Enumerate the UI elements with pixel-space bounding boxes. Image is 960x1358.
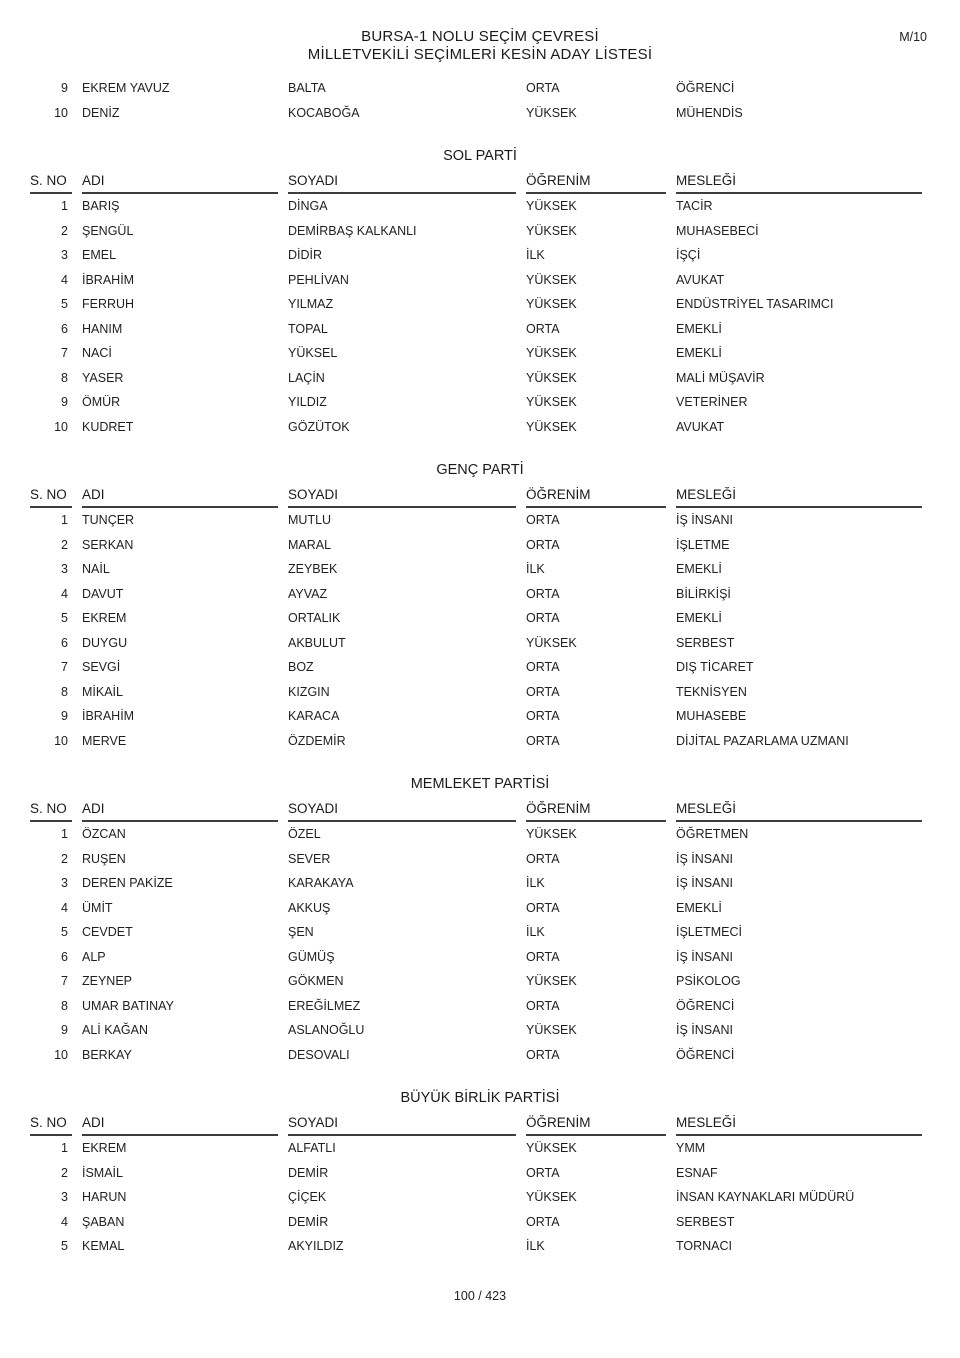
- cell-ogrenim: ORTA: [526, 709, 560, 724]
- cell-sno: 10: [54, 419, 68, 434]
- cell-ogrenim: YÜKSEK: [526, 272, 577, 287]
- table-row: [30, 76, 930, 101]
- table-row: [30, 341, 930, 366]
- table-row: [30, 969, 930, 994]
- cell-ogrenim: YÜKSEK: [526, 395, 577, 410]
- cell-ogrenim: YÜKSEK: [526, 827, 577, 842]
- cell-adi: BERKAY: [82, 1047, 132, 1062]
- column-header-adi: ADI: [80, 173, 286, 194]
- cell-ogrenim: YÜKSEK: [526, 370, 577, 385]
- cell-soyadi: DİNGA: [288, 199, 328, 214]
- cell-ogrenim: YÜKSEK: [526, 199, 577, 214]
- cell-ogrenim: YÜKSEK: [526, 1190, 577, 1205]
- cell-adi: EKREM YAVUZ: [82, 81, 170, 96]
- column-header-soyadi: SOYADI: [286, 173, 524, 194]
- candidate-table: [30, 801, 930, 1067]
- cell-ogrenim: ORTA: [526, 1165, 560, 1180]
- header-row: [30, 487, 930, 508]
- cell-meslegi: İŞ İNSANI: [676, 513, 733, 528]
- cell-sno: 5: [61, 611, 68, 626]
- cell-sno: 1: [61, 513, 68, 528]
- party-section: [30, 462, 930, 753]
- cell-soyadi: BALTA: [288, 81, 326, 96]
- column-header-sno: S. NO: [30, 1115, 80, 1136]
- cell-meslegi: ÖĞRETMEN: [676, 827, 749, 842]
- table-row: [30, 415, 930, 440]
- cell-meslegi: İŞ İNSANI: [676, 949, 733, 964]
- cell-sno: 9: [61, 1023, 68, 1038]
- cell-sno: 4: [61, 900, 68, 915]
- cell-meslegi: TACİR: [676, 199, 713, 214]
- cell-meslegi: VETERİNER: [676, 395, 748, 410]
- table-row: [30, 194, 930, 219]
- cell-ogrenim: ORTA: [526, 660, 560, 675]
- cell-meslegi: PSİKOLOG: [676, 974, 741, 989]
- cell-sno: 7: [61, 346, 68, 361]
- cell-meslegi: AVUKAT: [676, 272, 725, 287]
- cell-sno: 6: [61, 949, 68, 964]
- column-header-sno: S. NO: [30, 801, 80, 822]
- cell-adi: CEVDET: [82, 925, 133, 940]
- cell-ogrenim: ORTA: [526, 998, 560, 1013]
- cell-adi: MİKAİL: [82, 684, 123, 699]
- cell-adi: KEMAL: [82, 1239, 125, 1254]
- cell-ogrenim: ORTA: [526, 321, 560, 336]
- candidate-table: [30, 1115, 930, 1259]
- candidate-table: [30, 173, 930, 439]
- cell-adi: ALİ KAĞAN: [82, 1023, 148, 1038]
- table-row: [30, 994, 930, 1019]
- table-row: [30, 920, 930, 945]
- cell-meslegi: AVUKAT: [676, 419, 725, 434]
- column-header-meslegi: MESLEĞİ: [674, 173, 930, 194]
- table-row: [30, 317, 930, 342]
- cell-meslegi: DIŞ TİCARET: [676, 660, 754, 675]
- cell-meslegi: EMEKLİ: [676, 346, 722, 361]
- page-code: M/10: [899, 30, 927, 44]
- cell-sno: 9: [61, 709, 68, 724]
- cell-sno: 4: [61, 1214, 68, 1229]
- cell-sno: 8: [61, 370, 68, 385]
- column-header-adi: ADI: [80, 487, 286, 508]
- cell-soyadi: DEMİR: [288, 1214, 329, 1229]
- cell-adi: DEREN PAKİZE: [82, 876, 173, 891]
- cell-ogrenim: ORTA: [526, 684, 560, 699]
- cell-ogrenim: ORTA: [526, 611, 560, 626]
- table-row: [30, 729, 930, 754]
- cell-meslegi: İŞLETME: [676, 537, 730, 552]
- party-section: [30, 148, 930, 439]
- table-row: [30, 847, 930, 872]
- cell-ogrenim: YÜKSEK: [526, 1023, 577, 1038]
- cell-meslegi: İŞ İNSANI: [676, 851, 733, 866]
- cell-meslegi: İŞLETMECİ: [676, 925, 742, 940]
- cell-soyadi: GÖZÜTOK: [288, 419, 350, 434]
- table-row: [30, 582, 930, 607]
- cell-soyadi: DEMİRBAŞ KALKANLI: [288, 223, 417, 238]
- cell-soyadi: ÖZEL: [288, 827, 321, 842]
- cell-ogrenim: ORTA: [526, 586, 560, 601]
- cell-soyadi: SEVER: [288, 851, 331, 866]
- column-header-soyadi: SOYADI: [286, 1115, 524, 1136]
- cell-adi: İBRAHİM: [82, 272, 135, 287]
- table-row: [30, 366, 930, 391]
- table-row: [30, 243, 930, 268]
- cell-ogrenim: YÜKSEK: [526, 223, 577, 238]
- table-row: [30, 508, 930, 533]
- cell-soyadi: YILMAZ: [288, 297, 334, 312]
- cell-meslegi: MUHASEBE: [676, 709, 747, 724]
- cell-soyadi: AYVAZ: [288, 586, 328, 601]
- cell-meslegi: EMEKLİ: [676, 562, 722, 577]
- cell-ogrenim: YÜKSEK: [526, 974, 577, 989]
- cell-adi: EKREM: [82, 1141, 127, 1156]
- cell-sno: 6: [61, 321, 68, 336]
- cell-adi: EKREM: [82, 611, 127, 626]
- cell-meslegi: ESNAF: [676, 1165, 718, 1180]
- document-header: [30, 28, 930, 64]
- column-header-ogrenim: ÖĞRENİM: [524, 801, 674, 822]
- cell-soyadi: AKBULUT: [288, 635, 346, 650]
- column-header-ogrenim: ÖĞRENİM: [524, 1115, 674, 1136]
- cell-meslegi: EMEKLİ: [676, 321, 722, 336]
- column-header-ogrenim: ÖĞRENİM: [524, 173, 674, 194]
- cell-sno: 1: [61, 1141, 68, 1156]
- table-row: [30, 557, 930, 582]
- table-row: [30, 219, 930, 244]
- cell-sno: 6: [61, 635, 68, 650]
- doc-title-line1: BURSA-1 NOLU SEÇİM ÇEVRESİ: [361, 28, 599, 45]
- cell-adi: HARUN: [82, 1190, 127, 1205]
- cell-sno: 3: [61, 876, 68, 891]
- table-row: [30, 390, 930, 415]
- cell-sno: 2: [61, 223, 68, 238]
- header-row: [30, 173, 930, 194]
- cell-soyadi: GÜMÜŞ: [288, 949, 335, 964]
- table-row: [30, 704, 930, 729]
- page-number: 100 / 423: [453, 1288, 507, 1303]
- cell-sno: 5: [61, 1239, 68, 1254]
- party-title: SOL PARTİ: [443, 148, 517, 164]
- cell-adi: FERRUH: [82, 297, 135, 312]
- cell-meslegi: EMEKLİ: [676, 900, 722, 915]
- cell-soyadi: ÖZDEMİR: [288, 733, 346, 748]
- cell-meslegi: MÜHENDİS: [676, 105, 743, 120]
- carryover-rows: [30, 76, 930, 125]
- cell-adi: YASER: [82, 370, 124, 385]
- cell-soyadi: LAÇİN: [288, 370, 325, 385]
- cell-adi: MERVE: [82, 733, 127, 748]
- cell-adi: DAVUT: [82, 586, 124, 601]
- cell-soyadi: YILDIZ: [288, 395, 327, 410]
- cell-adi: İSMAİL: [82, 1165, 123, 1180]
- column-header-meslegi: MESLEĞİ: [674, 801, 930, 822]
- cell-adi: EMEL: [82, 248, 117, 263]
- cell-soyadi: PEHLİVAN: [288, 272, 349, 287]
- cell-soyadi: TOPAL: [288, 321, 328, 336]
- cell-sno: 4: [61, 586, 68, 601]
- cell-ogrenim: İLK: [526, 876, 545, 891]
- cell-soyadi: DESOVALI: [288, 1047, 350, 1062]
- cell-ogrenim: İLK: [526, 562, 545, 577]
- cell-meslegi: TEKNİSYEN: [676, 684, 747, 699]
- cell-adi: DENİZ: [82, 105, 120, 120]
- candidate-table: [30, 487, 930, 753]
- cell-sno: 7: [61, 974, 68, 989]
- cell-adi: NACİ: [82, 346, 112, 361]
- cell-sno: 2: [61, 1165, 68, 1180]
- cell-soyadi: BOZ: [288, 660, 314, 675]
- cell-sno: 4: [61, 272, 68, 287]
- cell-sno: 7: [61, 660, 68, 675]
- table-row: [30, 1185, 930, 1210]
- cell-meslegi: ÖĞRENCİ: [676, 1047, 735, 1062]
- cell-sno: 8: [61, 998, 68, 1013]
- cell-meslegi: İNSAN KAYNAKLARI MÜDÜRÜ: [676, 1190, 855, 1205]
- cell-sno: 2: [61, 537, 68, 552]
- cell-soyadi: ZEYBEK: [288, 562, 338, 577]
- cell-sno: 5: [61, 297, 68, 312]
- cell-ogrenim: ORTA: [526, 81, 560, 96]
- cell-meslegi: EMEKLİ: [676, 611, 722, 626]
- cell-adi: SERKAN: [82, 537, 134, 552]
- cell-meslegi: İŞÇİ: [676, 248, 701, 263]
- cell-soyadi: GÖKMEN: [288, 974, 344, 989]
- cell-adi: BARIŞ: [82, 199, 120, 214]
- cell-meslegi: İŞ İNSANI: [676, 1023, 733, 1038]
- cell-adi: TUNÇER: [82, 513, 135, 528]
- cell-sno: 3: [61, 248, 68, 263]
- cell-adi: UMAR BATINAY: [82, 998, 174, 1013]
- party-title: MEMLEKET PARTİSİ: [410, 776, 550, 792]
- cell-ogrenim: ORTA: [526, 949, 560, 964]
- cell-adi: DUYGU: [82, 635, 128, 650]
- party-sections: [30, 148, 930, 1259]
- column-header-soyadi: SOYADI: [286, 801, 524, 822]
- cell-sno: 3: [61, 1190, 68, 1205]
- column-header-adi: ADI: [80, 1115, 286, 1136]
- cell-ogrenim: ORTA: [526, 537, 560, 552]
- cell-meslegi: ENDÜSTRİYEL TASARIMCI: [676, 297, 834, 312]
- table-row: [30, 655, 930, 680]
- cell-adi: RUŞEN: [82, 851, 126, 866]
- cell-sno: 2: [61, 851, 68, 866]
- party-section: [30, 1090, 930, 1259]
- cell-soyadi: KARACA: [288, 709, 340, 724]
- cell-meslegi: MALİ MÜŞAVİR: [676, 370, 765, 385]
- cell-adi: KUDRET: [82, 419, 134, 434]
- cell-ogrenim: YÜKSEK: [526, 1141, 577, 1156]
- table-row: [30, 101, 930, 126]
- cell-soyadi: MARAL: [288, 537, 332, 552]
- table-row: [30, 945, 930, 970]
- party-title: BÜYÜK BİRLİK PARTİSİ: [400, 1090, 560, 1106]
- table-row: [30, 1161, 930, 1186]
- cell-soyadi: ORTALIK: [288, 611, 341, 626]
- cell-soyadi: AKKUŞ: [288, 900, 331, 915]
- table-row: [30, 822, 930, 847]
- cell-ogrenim: ORTA: [526, 1047, 560, 1062]
- table-row: [30, 1234, 930, 1259]
- cell-ogrenim: YÜKSEK: [526, 419, 577, 434]
- cell-ogrenim: YÜKSEK: [526, 346, 577, 361]
- cell-ogrenim: ORTA: [526, 513, 560, 528]
- cell-ogrenim: İLK: [526, 248, 545, 263]
- table-row: [30, 896, 930, 921]
- cell-adi: NAİL: [82, 562, 110, 577]
- cell-ogrenim: ORTA: [526, 851, 560, 866]
- table-row: [30, 1018, 930, 1043]
- cell-meslegi: DİJİTAL PAZARLAMA UZMANI: [676, 733, 849, 748]
- doc-title-line2: MİLLETVEKİLİ SEÇİMLERİ KESİN ADAY LİSTESİ: [307, 46, 653, 63]
- carryover-table: [30, 76, 930, 125]
- table-row: [30, 871, 930, 896]
- header-row: [30, 801, 930, 822]
- cell-soyadi: MUTLU: [288, 513, 332, 528]
- column-header-adi: ADI: [80, 801, 286, 822]
- cell-adi: İBRAHİM: [82, 709, 135, 724]
- cell-adi: ÖZCAN: [82, 827, 126, 842]
- cell-adi: ALP: [82, 949, 106, 964]
- table-row: [30, 680, 930, 705]
- table-row: [30, 1210, 930, 1235]
- cell-meslegi: SERBEST: [676, 1214, 735, 1229]
- cell-meslegi: SERBEST: [676, 635, 735, 650]
- cell-ogrenim: YÜKSEK: [526, 635, 577, 650]
- cell-ogrenim: İLK: [526, 1239, 545, 1254]
- column-header-meslegi: MESLEĞİ: [674, 487, 930, 508]
- column-header-sno: S. NO: [30, 173, 80, 194]
- cell-ogrenim: ORTA: [526, 1214, 560, 1229]
- cell-sno: 9: [61, 395, 68, 410]
- cell-sno: 8: [61, 684, 68, 699]
- cell-meslegi: TORNACI: [676, 1239, 733, 1254]
- cell-sno: 3: [61, 562, 68, 577]
- cell-meslegi: MUHASEBECİ: [676, 223, 759, 238]
- cell-adi: ÜMİT: [82, 900, 113, 915]
- cell-sno: 9: [61, 81, 68, 96]
- table-row: [30, 606, 930, 631]
- cell-sno: 10: [54, 105, 68, 120]
- column-header-ogrenim: ÖĞRENİM: [524, 487, 674, 508]
- table-row: [30, 533, 930, 558]
- table-row: [30, 268, 930, 293]
- party-title: GENÇ PARTİ: [436, 462, 524, 478]
- cell-sno: 1: [61, 827, 68, 842]
- table-row: [30, 1043, 930, 1068]
- table-row: [30, 631, 930, 656]
- cell-sno: 10: [54, 733, 68, 748]
- table-row: [30, 292, 930, 317]
- cell-soyadi: AKYILDIZ: [288, 1239, 344, 1254]
- cell-soyadi: DİDİR: [288, 248, 323, 263]
- cell-adi: ŞENGÜL: [82, 223, 134, 238]
- cell-ogrenim: ORTA: [526, 900, 560, 915]
- cell-sno: 5: [61, 925, 68, 940]
- cell-soyadi: KIZGIN: [288, 684, 330, 699]
- cell-adi: ŞABAN: [82, 1214, 125, 1229]
- cell-ogrenim: YÜKSEK: [526, 105, 577, 120]
- cell-soyadi: ŞEN: [288, 925, 314, 940]
- cell-soyadi: ALFATLI: [288, 1141, 336, 1156]
- cell-adi: HANIM: [82, 321, 123, 336]
- cell-ogrenim: ORTA: [526, 733, 560, 748]
- column-header-soyadi: SOYADI: [286, 487, 524, 508]
- cell-meslegi: YMM: [676, 1141, 706, 1156]
- cell-soyadi: ÇİÇEK: [288, 1190, 327, 1205]
- cell-adi: ZEYNEP: [82, 974, 133, 989]
- cell-meslegi: BİLİRKİŞİ: [676, 586, 731, 601]
- table-row: [30, 1136, 930, 1161]
- column-header-meslegi: MESLEĞİ: [674, 1115, 930, 1136]
- cell-meslegi: İŞ İNSANI: [676, 876, 733, 891]
- cell-meslegi: ÖĞRENCİ: [676, 998, 735, 1013]
- cell-sno: 10: [54, 1047, 68, 1062]
- cell-sno: 1: [61, 199, 68, 214]
- cell-ogrenim: YÜKSEK: [526, 297, 577, 312]
- cell-adi: ÖMÜR: [82, 395, 121, 410]
- cell-soyadi: KOCABOĞA: [288, 105, 360, 120]
- party-section: [30, 776, 930, 1067]
- column-header-sno: S. NO: [30, 487, 80, 508]
- cell-adi: SEVGİ: [82, 660, 121, 675]
- cell-soyadi: ASLANOĞLU: [288, 1023, 365, 1038]
- cell-meslegi: ÖĞRENCİ: [676, 81, 735, 96]
- cell-soyadi: DEMİR: [288, 1165, 329, 1180]
- cell-soyadi: YÜKSEL: [288, 346, 338, 361]
- cell-ogrenim: İLK: [526, 925, 545, 940]
- cell-soyadi: EREĞİLMEZ: [288, 998, 361, 1013]
- header-row: [30, 1115, 930, 1136]
- cell-soyadi: KARAKAYA: [288, 876, 354, 891]
